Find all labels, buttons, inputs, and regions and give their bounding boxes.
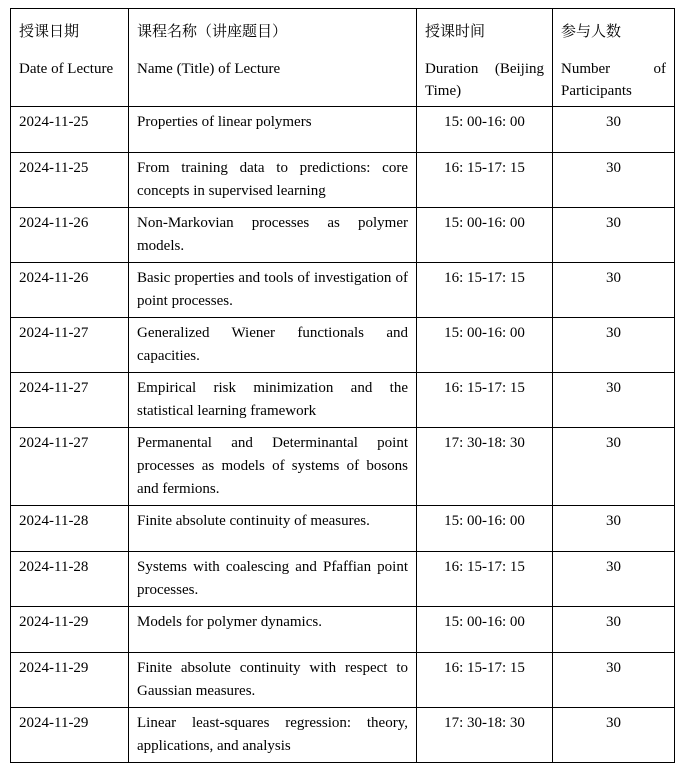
date-cell: 2024-11-27 (11, 318, 129, 373)
date-cell: 2024-11-25 (11, 153, 129, 208)
time-cell: 15: 00-16: 00 (417, 208, 553, 263)
title-cell: From training data to predictions: core concepts in supervised learning (129, 153, 417, 208)
table-row (11, 708, 675, 763)
table-row (11, 263, 675, 318)
date-cell: 2024-11-29 (11, 653, 129, 708)
time-cell: 16: 15-17: 15 (417, 552, 553, 607)
header-time-zh: 授课时间 (425, 24, 486, 40)
participants-cell: 30 (553, 428, 675, 506)
title-cell: Linear least-squares regression: theory, applications, and analysis (129, 708, 417, 763)
title-cell: Properties of linear polymers (129, 107, 417, 153)
date-cell: 2024-11-27 (11, 428, 129, 506)
title-cell: Basic properties and tools of investigation of point processes. (129, 263, 417, 318)
lecture-schedule-table (10, 8, 675, 763)
title-cell: Empirical risk minimization and the statistical learning framework (129, 373, 417, 428)
date-cell: 2024-11-28 (11, 506, 129, 552)
header-cell-time (417, 9, 553, 107)
participants-cell: 30 (553, 153, 675, 208)
participants-cell: 30 (553, 607, 675, 653)
participants-cell: 30 (553, 708, 675, 763)
title-cell: Finite absolute continuity of measures. (129, 506, 417, 552)
title-cell: Permanental and Determinantal point processes as models of systems of bosons and fermions. (129, 428, 417, 506)
participants-cell: 30 (553, 653, 675, 708)
header-title-en: Name (Title) of Lecture (137, 61, 281, 77)
table-row (11, 428, 675, 506)
date-cell: 2024-11-25 (11, 107, 129, 153)
title-cell: Finite absolute continuity with respect to Gaussian measures. (129, 653, 417, 708)
time-cell: 17: 30-18: 30 (417, 428, 553, 506)
time-cell: 15: 00-16: 00 (417, 107, 553, 153)
header-participants-en: Number of Participants (561, 61, 666, 99)
time-cell: 15: 00-16: 00 (417, 506, 553, 552)
time-cell: 17: 30-18: 30 (417, 708, 553, 763)
participants-cell: 30 (553, 318, 675, 373)
table-row (11, 653, 675, 708)
header-date-en: Date of Lecture (19, 61, 114, 77)
date-cell: 2024-11-28 (11, 552, 129, 607)
participants-cell: 30 (553, 506, 675, 552)
header-row (11, 9, 675, 107)
date-cell: 2024-11-29 (11, 607, 129, 653)
table-row (11, 373, 675, 428)
date-cell: 2024-11-26 (11, 208, 129, 263)
table-row (11, 552, 675, 607)
participants-cell: 30 (553, 373, 675, 428)
time-cell: 15: 00-16: 00 (417, 607, 553, 653)
lecture-schedule (10, 8, 675, 763)
title-cell: Systems with coalescing and Pfaffian point processes. (129, 552, 417, 607)
time-cell: 15: 00-16: 00 (417, 318, 553, 373)
header-cell-title (129, 9, 417, 107)
header-title-zh: 课程名称（讲座题目） (137, 24, 288, 40)
table-row (11, 107, 675, 153)
time-cell: 16: 15-17: 15 (417, 373, 553, 428)
header-date-zh: 授课日期 (19, 24, 80, 40)
time-cell: 16: 15-17: 15 (417, 153, 553, 208)
title-cell: Non-Markovian processes as polymer models. (129, 208, 417, 263)
header-cell-participants (553, 9, 675, 107)
date-cell: 2024-11-26 (11, 263, 129, 318)
participants-cell: 30 (553, 552, 675, 607)
date-cell: 2024-11-29 (11, 708, 129, 763)
time-cell: 16: 15-17: 15 (417, 263, 553, 318)
participants-cell: 30 (553, 208, 675, 263)
header-cell-date (11, 9, 129, 107)
header-time-en: Duration (Beijing Time) (425, 61, 544, 99)
time-cell: 16: 15-17: 15 (417, 653, 553, 708)
header-participants-zh: 参与人数 (561, 24, 622, 40)
date-cell: 2024-11-27 (11, 373, 129, 428)
table-row (11, 318, 675, 373)
table-row (11, 153, 675, 208)
participants-cell: 30 (553, 263, 675, 318)
title-cell: Models for polymer dynamics. (129, 607, 417, 653)
table-row (11, 607, 675, 653)
table-body (11, 107, 675, 763)
table-row (11, 506, 675, 552)
title-cell: Generalized Wiener functionals and capacities. (129, 318, 417, 373)
table-row (11, 208, 675, 263)
participants-cell: 30 (553, 107, 675, 153)
